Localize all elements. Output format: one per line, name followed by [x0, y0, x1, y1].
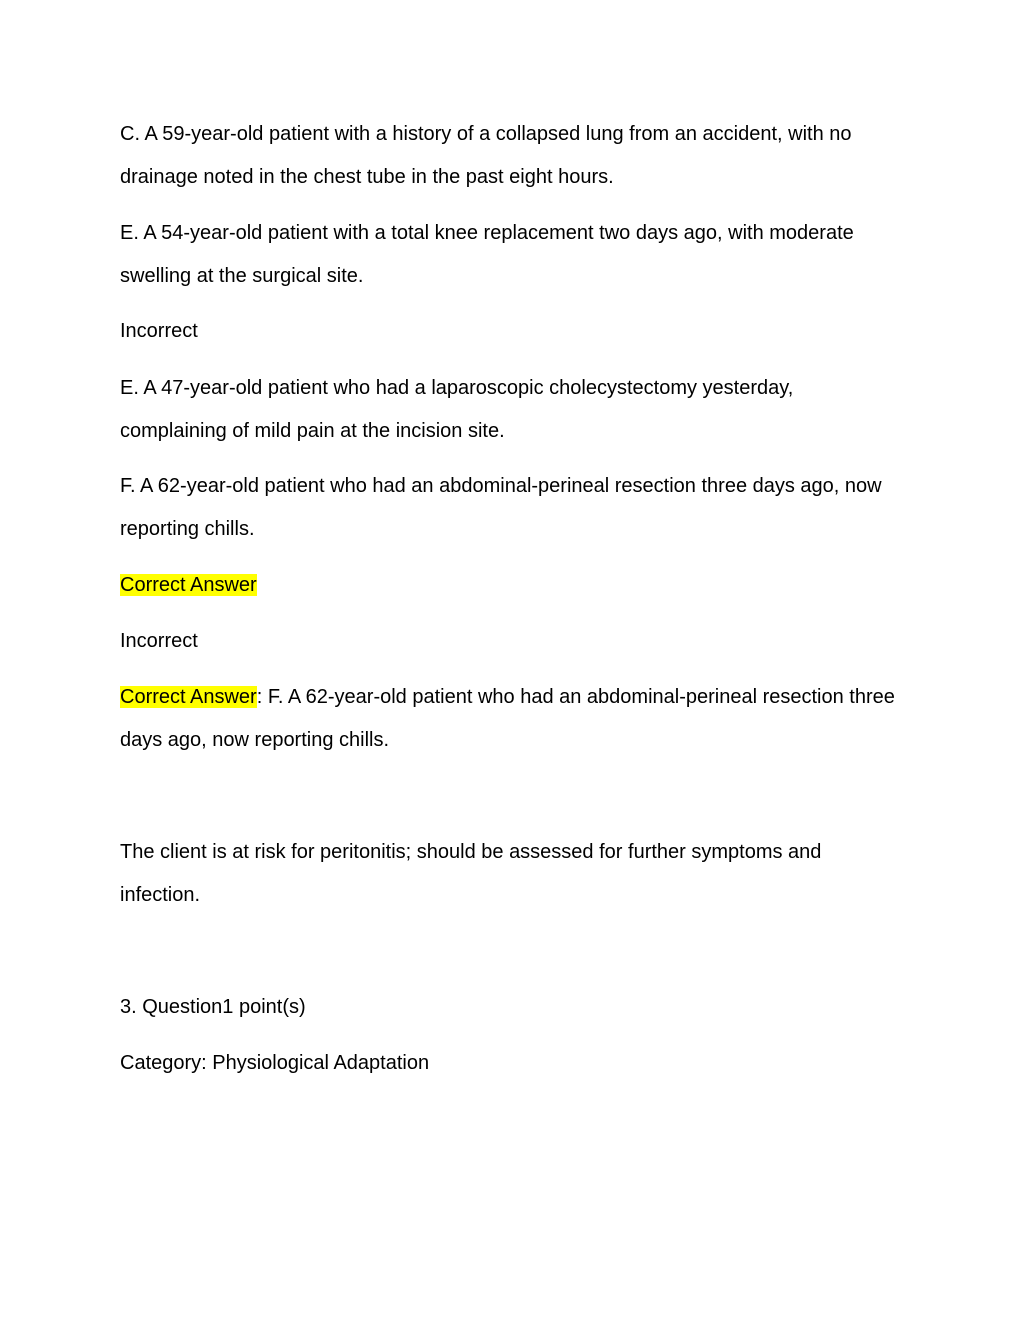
option-e-knee-text: E. A 54-year-old patient with a total knee replacement two days ago, with moderate swelling at the surgical site.	[120, 222, 854, 287]
correct-answer-detail: : F. A 62-year-old patient who had an abdominal-perineal resection three days ago, now reporting chills.	[120, 686, 895, 751]
correct-answer-highlight-2: Correct Answer	[120, 686, 257, 708]
correct-answer-statement	[120, 676, 900, 762]
question-header: 3. Question1 point(s)	[120, 996, 306, 1018]
incorrect-label-2: Incorrect	[120, 630, 198, 652]
correct-answer-highlight: Correct Answer	[120, 574, 257, 596]
option-c-text: C. A 59-year-old patient with a history of a collapsed lung from an accident, with no drainage noted in the chest tube in the past eight hours.	[120, 123, 852, 188]
option-f-text: F. A 62-year-old patient who had an abdominal-perineal resection three days ago, now reporting chills.	[120, 475, 882, 540]
option-e-cholecystectomy-text: E. A 47-year-old patient who had a laparoscopic cholecystectomy yesterday, complaining of mild pain at the incision site.	[120, 377, 794, 442]
category-label: Category: Physiological Adaptation	[120, 1052, 430, 1074]
correct-answer-heading	[120, 564, 900, 607]
rationale-text: The client is at risk for peritonitis; should be assessed for further symptoms and infection.	[120, 841, 822, 906]
incorrect-label-1: Incorrect	[120, 320, 198, 342]
